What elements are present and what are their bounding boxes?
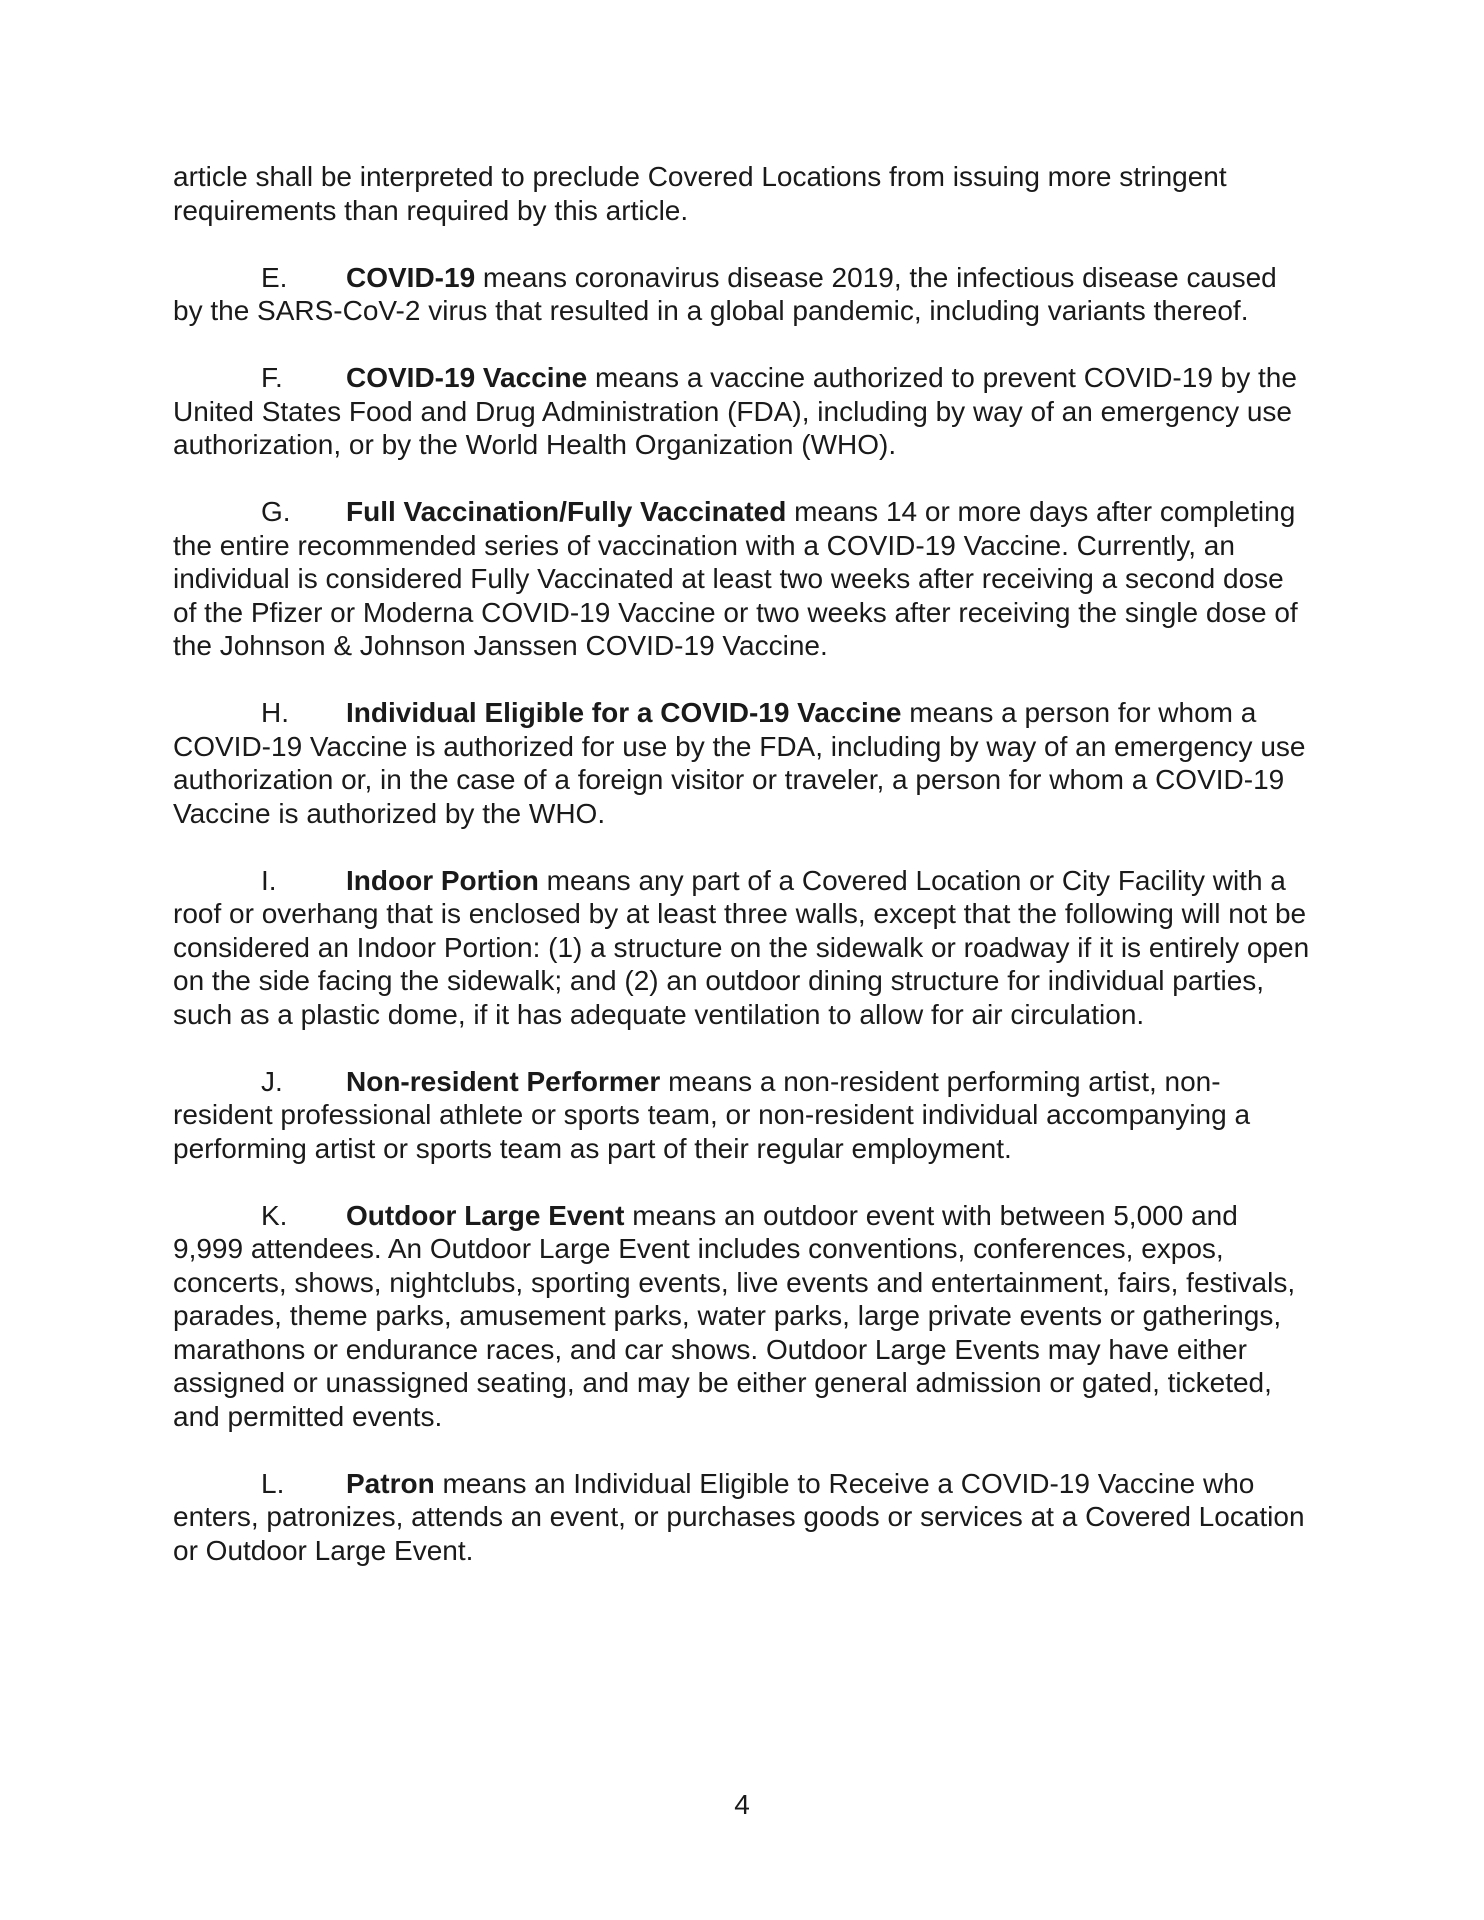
- definition-term: Indoor Portion: [346, 864, 539, 896]
- definition-i: [173, 864, 1313, 1032]
- intro-paragraph: article shall be interpreted to preclude Covered Locations from issuing more stringent requirements than required by this article.: [173, 161, 1227, 226]
- definition-l: [173, 1467, 1313, 1568]
- definition-letter: J.: [261, 1065, 283, 1097]
- definition-body: means any part of a Covered Location or City Facility with a roof or overhang that is enclosed by at least three walls, except that the following will not be considered an Indoor Portion: (1) a structure on the sidewalk or roadway if it is entirely open on the side facing the sidewalk; and (2) an outdoor dining structure for individual parties, such as a plastic dome, if it has adequate ventilation to allow for air circulation.: [173, 864, 1310, 1030]
- definition-letter: E.: [261, 261, 288, 293]
- definition-body: means an Individual Eligible to Receive a COVID-19 Vaccine who enters, patronizes, attends an event, or purchases goods or services at a Covered Location or Outdoor Large Event.: [173, 1467, 1305, 1566]
- definition-e: [173, 261, 1313, 328]
- definition-body: means a non-resident performing artist, non-resident professional athlete or sports team, or non-resident individual accompanying a performing artist or sports team as part of their regular employment.: [173, 1065, 1251, 1164]
- definition-letter: L.: [261, 1467, 285, 1499]
- definition-letter: F.: [261, 362, 283, 393]
- definition-body: means an outdoor event with between 5,000 and 9,999 attendees. An Outdoor Large Event includes conventions, conferences, expos, concerts, shows, nightclubs, sporting events, live events and entertainment, fairs, festivals, parades, theme parks, amusement parks, water parks, large private events or gatherings, marathons or endurance races, and car shows. Outdoor Large Events may have either assigned or unassigned seating, and may be either general admission or gated, ticketed, and permitted events.: [173, 1199, 1296, 1432]
- definition-letter: H.: [261, 697, 289, 728]
- definition-body: means a person for whom a COVID-19 Vaccine is authorized for use by the FDA, including by way of an emergency use authorization or, in the case of a foreign visitor or traveler, a person for whom a COVID-19 Vaccine is authorized by the WHO.: [173, 697, 1306, 829]
- definition-term: COVID-19 Vaccine: [346, 362, 588, 393]
- definition-term: Individual Eligible for a COVID-19 Vaccine: [346, 697, 902, 728]
- definition-h: [173, 696, 1313, 830]
- definition-body: means coronavirus disease 2019, the infectious disease caused by the SARS-CoV-2 virus that resulted in a global pandemic, including variants thereof.: [173, 261, 1277, 326]
- definition-term: COVID-19: [346, 261, 476, 293]
- definition-letter: I.: [261, 864, 277, 896]
- definition-term: Outdoor Large Event: [346, 1199, 625, 1231]
- definition-term: Full Vaccination/Fully Vaccinated: [346, 496, 787, 527]
- document-body: [173, 160, 1313, 1601]
- definition-body: means a vaccine authorized to prevent COVID-19 by the United States Food and Drug Administration (FDA), including by way of an emergency use authorization, or by the World Health Organization (WHO).: [173, 362, 1297, 460]
- definition-j: [173, 1065, 1313, 1166]
- definition-body: means 14 or more days after completing the entire recommended series of vaccination with a COVID-19 Vaccine. Currently, an individual is considered Fully Vaccinated at least two weeks after receiving a second dose of the Pfizer or Moderna COVID-19 Vaccine or two weeks after receiving the single dose of the Johnson & Johnson Janssen COVID-19 Vaccine.: [173, 496, 1298, 661]
- definition-g: [173, 495, 1313, 663]
- page-number: 4: [734, 1789, 750, 1820]
- definition-k: [173, 1199, 1313, 1434]
- definition-term: Non-resident Performer: [346, 1065, 661, 1097]
- definition-letter: K.: [261, 1199, 288, 1231]
- definition-f: [173, 361, 1313, 462]
- definition-letter: G.: [261, 496, 291, 527]
- definition-term: Patron: [346, 1467, 435, 1499]
